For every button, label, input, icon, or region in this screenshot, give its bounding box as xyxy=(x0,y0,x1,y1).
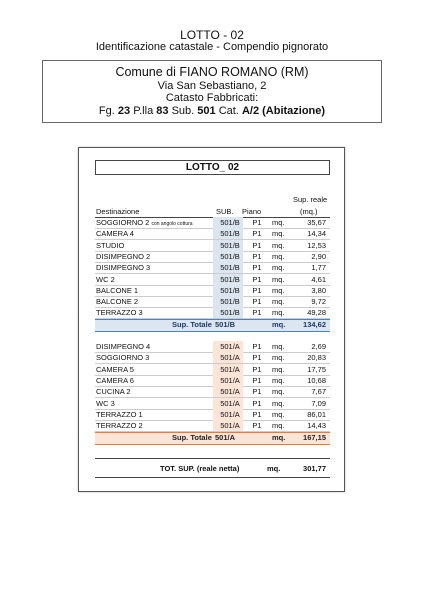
piano-header: Piano xyxy=(242,207,262,216)
destinazione-cell: WC 3 xyxy=(96,398,115,408)
sub-cell: 501/B xyxy=(220,263,240,273)
cadastral-ids-line xyxy=(43,105,381,117)
sub-cell: 501/A xyxy=(220,375,240,385)
table-row xyxy=(95,217,330,228)
sub-value: 501 xyxy=(197,105,216,117)
unit-cell: mq. xyxy=(272,353,285,363)
total-unit: mq. xyxy=(272,433,286,442)
piano-cell: P1 xyxy=(252,364,262,374)
page-title: LOTTO - 02 xyxy=(180,28,244,42)
value-cell: 14,43 xyxy=(307,421,326,431)
total-label: Sup. Totale xyxy=(172,433,212,442)
piano-cell: P1 xyxy=(252,398,262,408)
unit-cell: mq. xyxy=(272,409,285,419)
unit-cell: mq. xyxy=(272,421,285,431)
sub-cell: 501/B xyxy=(220,251,240,261)
destinazione-cell: CAMERA 5 xyxy=(96,364,134,374)
page-subtitle: Identificazione catastale - Compendio pignorato xyxy=(95,41,329,53)
plla-label: P.lla xyxy=(133,105,154,117)
catasto-line: Catasto Fabbricati: xyxy=(165,92,259,104)
piano-cell: P1 xyxy=(252,251,262,261)
table-row xyxy=(95,398,330,409)
value-cell: 12,53 xyxy=(307,240,326,250)
table-row xyxy=(95,296,330,307)
table-title: LOTTO_ 02 xyxy=(95,160,330,175)
value-cell: 86,01 xyxy=(307,409,326,419)
sub-label: Sub. xyxy=(171,105,195,117)
sub-header: SUB. xyxy=(216,207,234,216)
table-row xyxy=(95,251,330,262)
sub-cell: 501/A xyxy=(220,409,240,419)
piano-cell: P1 xyxy=(252,285,262,295)
unit-cell: mq. xyxy=(272,218,285,227)
sub-cell: 501/B xyxy=(220,218,240,227)
table-row xyxy=(95,341,330,352)
unit-cell: mq. xyxy=(272,364,285,374)
piano-cell: P1 xyxy=(252,387,262,397)
cat-label: Cat. xyxy=(218,105,239,117)
address-line: Via San Sebastiano, 2 xyxy=(157,80,267,92)
value-cell: 1,77 xyxy=(311,263,326,273)
destinazione-cell: DISIMPEGNO 4 xyxy=(96,342,151,351)
table-row xyxy=(95,420,330,431)
destinazione-cell: CAMERA 4 xyxy=(96,229,134,239)
value-cell: 4,61 xyxy=(311,274,326,284)
piano-cell: P1 xyxy=(252,421,262,431)
table-row xyxy=(95,307,330,318)
unit-cell: mq. xyxy=(272,387,285,397)
value-cell: 20,83 xyxy=(307,353,326,363)
piano-cell: P1 xyxy=(252,342,262,351)
table-row xyxy=(95,364,330,375)
value-cell: 49,28 xyxy=(307,308,326,318)
unit-cell: mq. xyxy=(272,342,285,351)
destinazione-cell: SOGGIORNO 2 con angolo cottura xyxy=(96,218,193,227)
piano-cell: P1 xyxy=(252,297,262,307)
sub-cell: 501/B xyxy=(220,285,240,295)
grand-total-label: TOT. SUP. (reale netta) xyxy=(160,464,240,473)
piano-cell: P1 xyxy=(252,308,262,318)
plla-value: 83 xyxy=(156,105,169,117)
unit-cell: mq. xyxy=(272,274,285,284)
unit-cell: mq. xyxy=(272,398,285,408)
piano-cell: P1 xyxy=(252,263,262,273)
destinazione-cell: TERRAZZO 1 xyxy=(96,409,143,419)
sub-cell: 501/B xyxy=(220,229,240,239)
grand-total-row xyxy=(95,458,330,478)
value-cell: 7,09 xyxy=(311,398,326,408)
value-cell: 10,68 xyxy=(307,375,326,385)
fg-label: Fg. xyxy=(98,105,115,117)
destinazione-cell: WC 2 xyxy=(96,274,115,284)
sub-cell: 501/A xyxy=(220,364,240,374)
value-cell: 35,67 xyxy=(307,218,326,227)
destinazione-cell: TERRAZZO 2 xyxy=(96,421,143,431)
value-cell: 2,90 xyxy=(311,251,326,261)
piano-cell: P1 xyxy=(252,375,262,385)
sub-cell: 501/B xyxy=(220,274,240,284)
value-cell: 2,69 xyxy=(311,342,326,351)
destinazione-cell: SOGGIORNO 3 xyxy=(96,353,150,363)
total-value: 134,62 xyxy=(303,320,326,329)
piano-cell: P1 xyxy=(252,353,262,363)
fg-value: 23 xyxy=(117,105,131,117)
grand-total-value: 301,77 xyxy=(303,464,326,473)
total-row-501b xyxy=(95,319,330,332)
sub-cell: 501/A xyxy=(220,342,240,351)
value-cell: 17,75 xyxy=(307,364,326,374)
table-row xyxy=(95,240,330,251)
value-cell: 3,80 xyxy=(311,285,326,295)
destinazione-cell: DISIMPEGNO 2 xyxy=(96,251,151,261)
unit-cell: mq. xyxy=(272,375,285,385)
sup-reale-unit-header: (mq.) xyxy=(300,207,318,216)
cat-value: A/2 (Abitazione) xyxy=(241,105,326,117)
total-row-501a xyxy=(95,432,330,445)
grand-total-unit: mq. xyxy=(267,464,281,473)
unit-cell: mq. xyxy=(272,263,285,273)
table-row xyxy=(95,409,330,420)
piano-cell: P1 xyxy=(252,409,262,419)
comune-line: Comune di FIANO ROMANO (RM) xyxy=(115,65,309,79)
total-label: Sup. Totale xyxy=(172,320,212,329)
table-row xyxy=(95,352,330,363)
sub-cell: 501/A xyxy=(220,421,240,431)
value-cell: 7,67 xyxy=(311,387,326,397)
destinazione-cell: BALCONE 2 xyxy=(96,297,139,307)
piano-cell: P1 xyxy=(252,274,262,284)
sub-cell: 501/B xyxy=(220,240,240,250)
total-sub: 501/A xyxy=(215,433,236,442)
cadastral-info-box xyxy=(42,60,382,123)
sub-cell: 501/B xyxy=(220,308,240,318)
unit-cell: mq. xyxy=(272,308,285,318)
unit-cell: mq. xyxy=(272,297,285,307)
table-row xyxy=(95,375,330,386)
table-row xyxy=(95,386,330,397)
value-cell: 9,72 xyxy=(311,297,326,307)
destinazione-cell: BALCONE 1 xyxy=(96,285,139,295)
destinazione-cell: DISIMPEGNO 3 xyxy=(96,263,151,273)
sub-cell: 501/A xyxy=(220,353,240,363)
sup-reale-header: Sup. reale xyxy=(293,195,328,204)
unit-cell: mq. xyxy=(272,229,285,239)
piano-cell: P1 xyxy=(252,218,262,227)
table-row xyxy=(95,285,330,296)
unit-cell: mq. xyxy=(272,251,285,261)
table-row xyxy=(95,274,330,285)
sub-cell: 501/A xyxy=(220,387,240,397)
value-cell: 14,34 xyxy=(307,229,326,239)
piano-cell: P1 xyxy=(252,229,262,239)
unit-cell: mq. xyxy=(272,285,285,295)
total-value: 167,15 xyxy=(303,433,326,442)
sub-cell: 501/B xyxy=(220,297,240,307)
destinazione-cell: CUCINA 2 xyxy=(96,387,131,397)
sub-cell: 501/A xyxy=(220,398,240,408)
destinazione-cell: CAMERA 6 xyxy=(96,375,134,385)
piano-cell: P1 xyxy=(252,240,262,250)
table-row xyxy=(95,262,330,273)
total-unit: mq. xyxy=(272,320,286,329)
unit-cell: mq. xyxy=(272,240,285,250)
destinazione-cell: TERRAZZO 3 xyxy=(96,308,143,318)
total-sub: 501/B xyxy=(215,320,236,329)
table-row xyxy=(95,228,330,239)
destinazione-header: Destinazione xyxy=(96,207,140,216)
destinazione-cell: STUDIO xyxy=(96,240,125,250)
